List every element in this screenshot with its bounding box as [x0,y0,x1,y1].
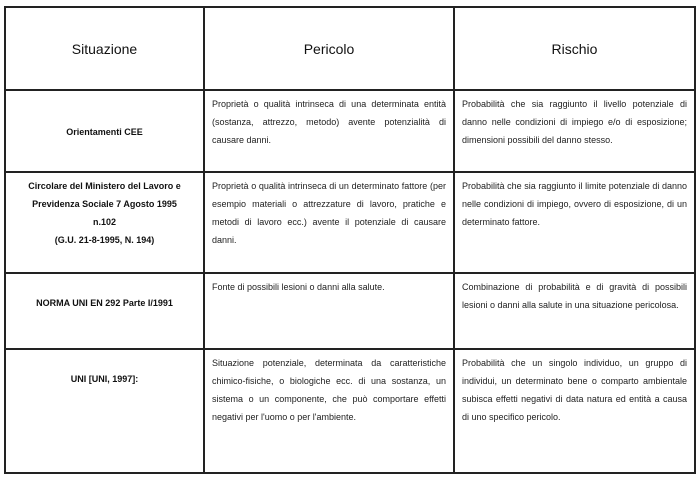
situazione-text [6,173,203,249]
rischio-text: Probabilità che un singolo individuo, un gruppo di individui, un determinato bene o comparto ambientale subisca effetti negativi di data natura ed entità a causa di uno specifico pericolo. [462,358,687,422]
rischio-text: Probabilità che sia raggiunto il livello potenziale di danno nelle condizioni di impiego e/o di esposizione; dimensioni possibili del danno stesso. [462,99,687,145]
cell-rischio [454,349,695,473]
cell-pericolo [204,349,454,473]
header-row [5,7,695,90]
table-row [5,349,695,473]
pericolo-text: Proprietà o qualità intrinseca di un determinato fattore (per esempio materiali o attrezzature di lavoro, pratiche e metodi di lavoro ecc.) avente il potenziale di causare danni. [212,181,446,245]
situazione-text: NORMA UNI EN 292 Parte I/1991 [36,298,173,308]
situazione-text: Orientamenti CEE [66,127,143,137]
pericolo-text: Situazione potenziale, determinata da caratteristiche chimico-fisiche, o biologiche ecc. di una sostanza, un sistema o un componente, che può comportare effetti negativi per l'uomo o per l'ambiente. [212,358,446,422]
cell-pericolo [204,172,454,273]
cell-situazione [5,90,204,172]
situazione-text: UNI [UNI, 1997]: [70,374,139,384]
header-pericolo: Pericolo [204,7,454,90]
situazione-line: Circolare del Ministero del Lavoro e [28,181,181,191]
situazione-line: n.102 [92,217,116,227]
cell-rischio [454,90,695,172]
situazione-line: Previdenza Sociale 7 Agosto 1995 [32,199,177,209]
cell-rischio [454,172,695,273]
cell-situazione [5,349,204,473]
cell-rischio [454,273,695,349]
rischio-text: Probabilità che sia raggiunto il limite potenziale di danno nelle condizioni di impiego, ovvero di esposizione, di un determinato fattore. [462,181,687,227]
cell-situazione [5,273,204,349]
table-row [5,90,695,172]
table-row [5,172,695,273]
cell-situazione [5,172,204,273]
header-situazione: Situazione [5,7,204,90]
definitions-table [4,6,696,474]
cell-pericolo [204,273,454,349]
cell-pericolo [204,90,454,172]
rischio-text: Combinazione di probabilità e di gravità di possibili lesioni o danni alla salute in una situazione pericolosa. [462,282,687,310]
header-rischio: Rischio [454,7,695,90]
pericolo-text: Fonte di possibili lesioni o danni alla salute. [212,282,385,292]
table-row [5,273,695,349]
situazione-line: (G.U. 21-8-1995, N. 194) [54,235,155,245]
pericolo-text: Proprietà o qualità intrinseca di una determinata entità (sostanza, attrezzo, metodo) avente potenzialità di causare danni. [212,99,446,145]
